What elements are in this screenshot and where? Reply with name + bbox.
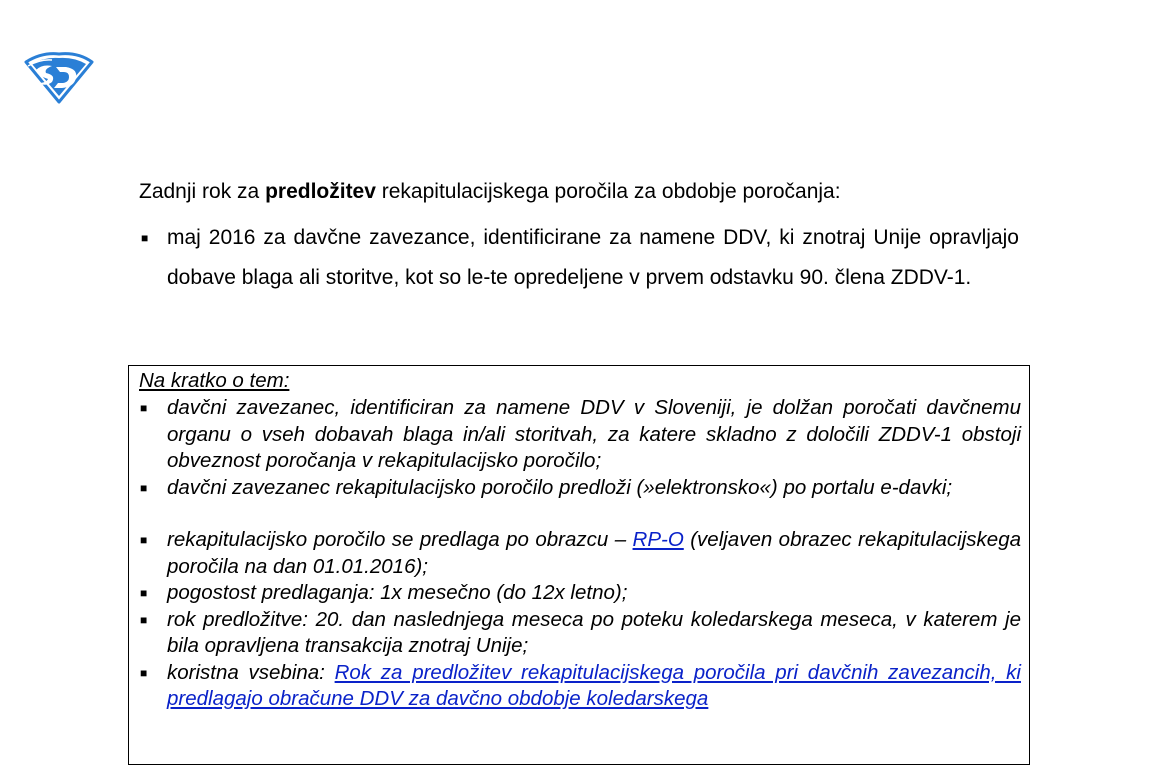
- rp-o-form-link[interactable]: RP-O: [632, 528, 684, 551]
- blank-line: [139, 501, 1021, 527]
- summary-item-text: pogostost predlaganja: 1x mesečno (do 12x letno);: [167, 581, 628, 604]
- list-item: [139, 395, 1021, 475]
- summary-list: [139, 395, 1021, 713]
- sd-shield-logo-icon: [22, 50, 96, 104]
- square-bullet-icon: ■: [140, 586, 148, 600]
- summary-item-text: davčni zavezanec, identificiran za namene DDV v Sloveniji, je dolžan poročati davčnemu organu o vseh dobavah blaga in/ali storitvah, za katere skladno z določili ZDDV-1 obstoji obveznost poročanja v rekapitulacijsko poročilo;: [167, 396, 1021, 472]
- square-bullet-icon: ■: [140, 533, 148, 547]
- company-logo: [22, 50, 96, 104]
- square-bullet-icon: ■: [140, 401, 148, 415]
- intro-text-before: Zadnji rok za: [139, 180, 266, 203]
- list-item: [139, 527, 1021, 580]
- square-bullet-icon: ■: [140, 480, 148, 495]
- square-bullet-icon: ■: [141, 231, 149, 245]
- intro-text-bold: predložitev: [265, 180, 376, 203]
- deadline-list: [139, 218, 1019, 298]
- summary-item-text: rekapitulacijsko poročilo se predlaga po obrazcu –: [167, 528, 633, 551]
- intro-text-after: rekapitulacijskega poročila za obdobje poročanja:: [375, 180, 841, 203]
- summary-item-text: davčni zavezanec rekapitulacijsko poročilo predloži (»elektronsko«) po portalu e-davki;: [167, 475, 953, 499]
- list-item: [139, 607, 1021, 660]
- summary-title: Na kratko o tem:: [139, 369, 290, 392]
- useful-content-link[interactable]: Rok za predložitev rekapitulacijskega poročila pri davčnih zavezancih, ki predlagajo obračune DDV za davčno obdobje koledarskega: [167, 660, 1021, 710]
- list-item-text: maj 2016 za davčne zavezance, identificirane za namene DDV, ki znotraj Unije opravljajo dobave blaga ali storitve, kot so le-te opredeljene v prvem odstavku 90. člena ZDDV-1.: [167, 226, 1019, 289]
- square-bullet-icon: ■: [140, 612, 148, 627]
- deadline-intro: [139, 178, 1019, 206]
- summary-item-text: rok predložitve: 20. dan naslednjega meseca po poteku koledarskega meseca, v katerem je bila opravljena transakcija znotraj Unije;: [167, 607, 1021, 657]
- list-item: [139, 580, 1021, 607]
- summary-item-text: (veljaven obrazec rekapitulacijskega poročila na dan 01.01.2016);: [167, 528, 1021, 578]
- list-item: [139, 218, 1019, 298]
- list-item: [139, 475, 1021, 502]
- summary-box: [128, 365, 1030, 765]
- list-item: [139, 660, 1021, 713]
- square-bullet-icon: ■: [140, 665, 148, 680]
- summary-item-text: koristna vsebina:: [167, 660, 335, 684]
